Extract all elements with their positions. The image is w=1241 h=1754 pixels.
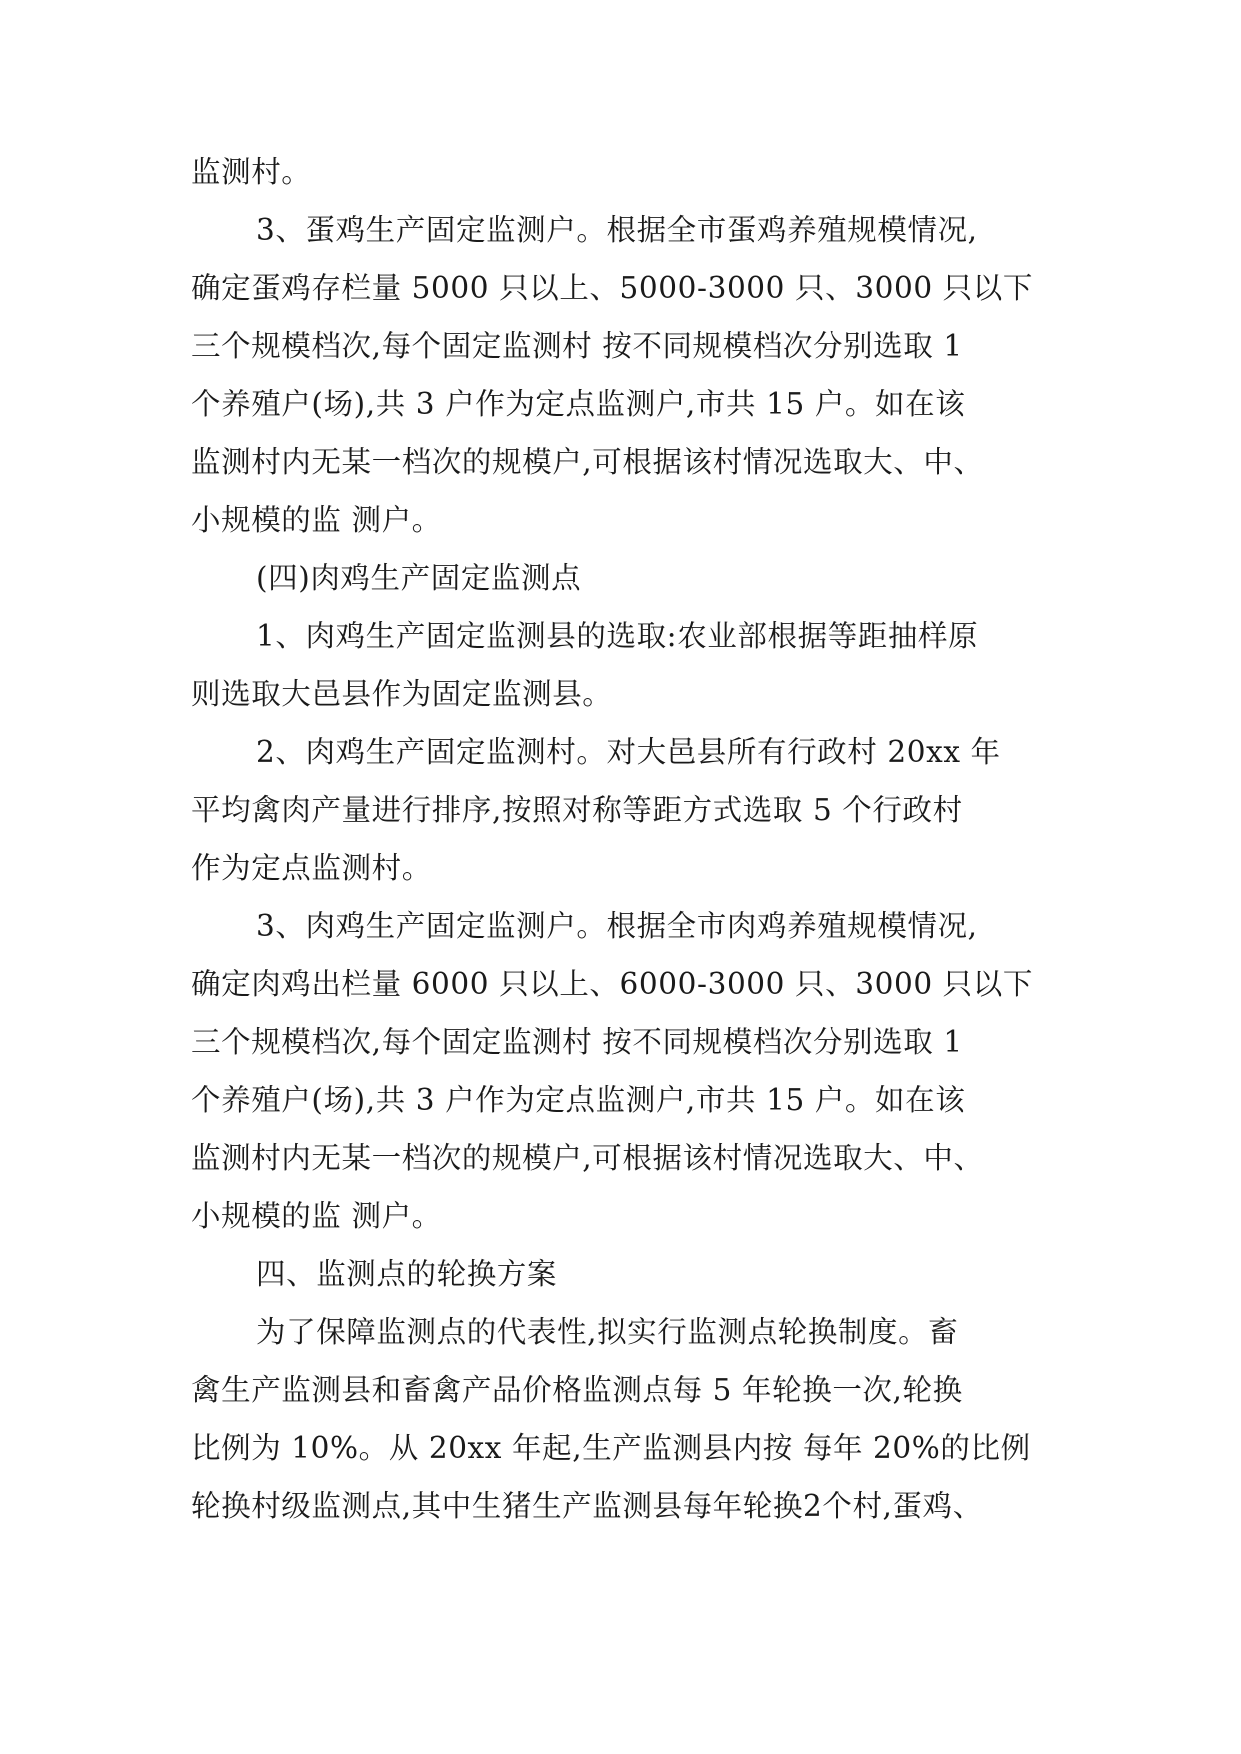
text-line: 禽生产监测县和畜禽产品价格监测点每 5 年轮换一次,轮换 <box>191 1373 963 1407</box>
text-line: 则选取大邑县作为固定监测县。 <box>191 677 613 711</box>
text-line: 三个规模档次,每个固定监测村 按不同规模档次分别选取 1 <box>191 329 963 363</box>
text-line: 确定肉鸡出栏量 6000 只以上、6000-3000 只、3000 只以下 <box>191 967 1033 1001</box>
text-line: 小规模的监 测户。 <box>191 1199 442 1233</box>
text-line: 为了保障监测点的代表性,拟实行监测点轮换制度。畜 <box>256 1315 959 1349</box>
text-line: 轮换村级监测点,其中生猪生产监测县每年轮换2个村,蛋鸡、 <box>191 1489 983 1523</box>
text-line: 作为定点监测村。 <box>191 851 432 885</box>
text-line: 3、肉鸡生产固定监测户。根据全市肉鸡养殖规模情况, <box>256 909 978 943</box>
section-heading: (四)肉鸡生产固定监测点 <box>256 561 582 595</box>
text-line: 个养殖户(场),共 3 户作为定点监测户,市共 15 户。如在该 <box>191 1083 966 1117</box>
text-line: 三个规模档次,每个固定监测村 按不同规模档次分别选取 1 <box>191 1025 963 1059</box>
text-line: 比例为 10%。从 20xx 年起,生产监测县内按 每年 20%的比例 <box>191 1431 1031 1465</box>
section-heading: 四、监测点的轮换方案 <box>256 1257 558 1291</box>
text-line: 1、肉鸡生产固定监测县的选取:农业部根据等距抽样原 <box>256 619 979 653</box>
text-line: 监测村内无某一档次的规模户,可根据该村情况选取大、中、 <box>191 1141 984 1175</box>
text-line: 平均禽肉产量进行排序,按照对称等距方式选取 5 个行政村 <box>191 793 963 827</box>
text-line: 个养殖户(场),共 3 户作为定点监测户,市共 15 户。如在该 <box>191 387 966 421</box>
text-line: 监测村内无某一档次的规模户,可根据该村情况选取大、中、 <box>191 445 984 479</box>
text-line: 2、肉鸡生产固定监测村。对大邑县所有行政村 20xx 年 <box>256 735 1001 769</box>
text-line: 3、蛋鸡生产固定监测户。根据全市蛋鸡养殖规模情况, <box>256 213 978 247</box>
text-line: 小规模的监 测户。 <box>191 503 442 537</box>
text-line: 监测村。 <box>191 155 312 189</box>
text-line: 确定蛋鸡存栏量 5000 只以上、5000-3000 只、3000 只以下 <box>191 271 1033 305</box>
